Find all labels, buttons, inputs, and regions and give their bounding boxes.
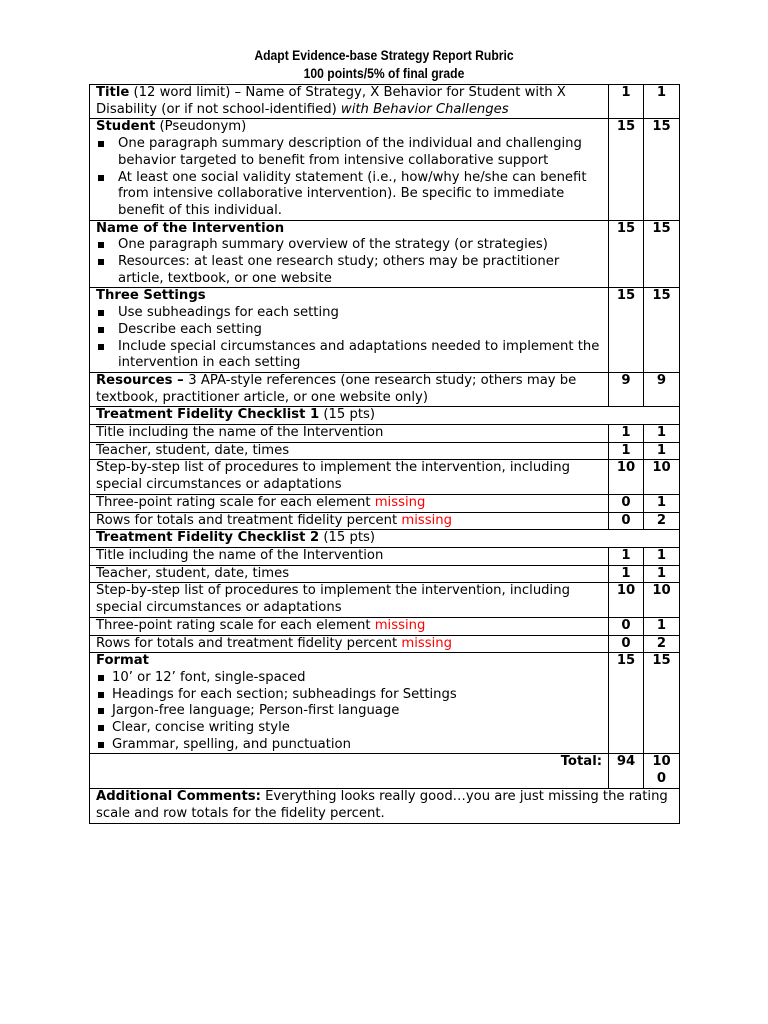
checklist2-pts: (15 pts) [319,530,376,546]
total-score: 94 [609,754,644,789]
checklist2-label: Treatment Fidelity Checklist 2 [96,530,320,546]
checklist-item-score: 0 [609,494,644,512]
list-item: Headings for each section; subheadings for Settings [96,687,602,704]
list-item: One paragraph summary description of the individual and challenging behavior targeted to benefit from intensive collaborative support [96,136,602,169]
checklist1-heading [90,407,680,425]
checklist1-item [90,460,680,494]
list-item: Use subheadings for each setting [96,305,602,322]
checklist1-pts: (15 pts) [319,407,376,423]
checklist-item-score: 1 [609,425,644,443]
checklist2-heading [90,530,680,548]
checklist-item-possible: 1 [644,565,680,583]
title-desc-italic: with Behavior Challenges [340,101,509,117]
format-criteria [90,653,609,754]
format-list [96,670,602,754]
row-intervention [90,220,680,288]
settings-label: Three Settings [96,288,206,304]
settings-list [96,305,602,372]
intervention-score: 15 [609,220,644,288]
list-item: Grammar, spelling, and punctuation [96,737,602,754]
checklist-item-score: 0 [609,512,644,530]
checklist1-item [90,512,680,530]
checklist-item-possible: 1 [644,425,680,443]
checklist-item-score: 0 [609,635,644,653]
title-line-1: Adapt Evidence-base Strategy Report Rubric [254,48,514,63]
resources-possible: 9 [644,372,680,406]
intervention-list [96,237,602,287]
student-score: 15 [609,119,644,220]
comments-label: Additional Comments: [96,789,261,805]
checklist2-item [90,547,680,565]
row-checklist1-header [90,407,680,425]
list-item: One paragraph summary overview of the strategy (or strategies) [96,237,602,254]
checklist2-item [90,583,680,617]
list-item: Clear, concise writing style [96,720,602,737]
checklist-item-possible: 1 [644,442,680,460]
student-list [96,136,602,220]
checklist-item-text: Three-point rating scale for each element [96,617,375,633]
settings-possible: 15 [644,288,680,373]
checklist-item-text: Step-by-step list of procedures to implement the intervention, including special circumstances or adaptations [96,583,570,616]
title-score: 1 [609,85,644,119]
title-possible: 1 [644,85,680,119]
checklist-item-text: Rows for totals and treatment fidelity percent [96,635,402,651]
checklist-item-score: 1 [609,442,644,460]
checklist-item-text: Rows for totals and treatment fidelity percent [96,512,402,528]
total-possible: 100 [644,754,680,789]
checklist-item-possible: 10 [644,460,680,494]
checklist-item-possible: 1 [644,547,680,565]
checklist1-item [90,442,680,460]
checklist-item-score: 10 [609,583,644,617]
format-score: 15 [609,653,644,754]
row-resources [90,372,680,406]
checklist-item-text: Title including the name of the Intervention [96,425,384,441]
checklist-item-score: 1 [609,547,644,565]
resources-score: 9 [609,372,644,406]
list-item: At least one social validity statement (i.e., how/why he/she can benefit from intensive collaborative intervention). Be specific to immediate benefit of this individual. [96,170,602,220]
row-comments [90,789,680,823]
resources-criteria [90,372,609,406]
checklist-item-text: Teacher, student, date, times [96,442,290,458]
title-label: Title [96,85,130,100]
checklist-item-text: Title including the name of the Intervention [96,547,384,563]
list-item: Jargon-free language; Person-first language [96,703,602,720]
checklist-item-score: 10 [609,460,644,494]
intervention-possible: 15 [644,220,680,288]
row-student [90,119,680,220]
resources-label: Resources – [96,372,189,388]
checklist1-label: Treatment Fidelity Checklist 1 [96,407,320,423]
list-item: Describe each setting [96,322,602,339]
list-item: Resources: at least one research study; others may be practitioner article, textbook, or one website [96,254,602,287]
missing-note: missing [401,512,453,528]
list-item: 10’ or 12’ font, single-spaced [96,670,602,687]
student-label: Student [96,119,156,135]
checklist2-item [90,635,680,653]
missing-note: missing [374,617,426,633]
missing-note: missing [401,635,453,651]
checklist-item-possible: 1 [644,617,680,635]
checklist2-item [90,617,680,635]
checklist-item-possible: 10 [644,583,680,617]
title-desc: (12 word limit) – Name of Strategy, X Behavior for Student with X Disability (or if not school-identified) [96,85,566,117]
row-title [90,85,680,119]
checklist-item-score: 0 [609,617,644,635]
list-item: Include special circumstances and adaptations needed to implement the intervention in each setting [96,339,602,372]
row-checklist2-header [90,530,680,548]
checklist2-item [90,565,680,583]
total-label: Total: [90,754,609,789]
missing-note: missing [374,494,426,510]
checklist-item-possible: 2 [644,635,680,653]
intervention-label: Name of the Intervention [96,220,285,236]
checklist1-item [90,494,680,512]
format-possible: 15 [644,653,680,754]
row-format [90,653,680,754]
checklist-item-text: Three-point rating scale for each element [96,494,375,510]
settings-score: 15 [609,288,644,373]
comments-text: Everything looks really good…you are just missing the rating scale and row totals for the fidelity percent. [96,789,668,822]
checklist-item-text: Step-by-step list of procedures to implement the intervention, including special circumstances or adaptations [96,460,570,493]
student-criteria [90,119,609,220]
student-possible: 15 [644,119,680,220]
checklist1-item [90,425,680,443]
rubric-table [89,84,680,824]
format-label: Format [96,653,149,669]
title-criteria [90,85,609,119]
checklist-item-score: 1 [609,565,644,583]
checklist-item-text: Teacher, student, date, times [96,565,290,581]
student-label-paren: (Pseudonym) [155,119,247,135]
settings-criteria [90,288,609,373]
checklist-item-possible: 2 [644,512,680,530]
title-line-2: 100 points/5% of final grade [303,66,465,81]
resources-desc: 3 APA-style references (one research study; others may be textbook, practitioner article, or one website only) [96,372,577,405]
intervention-criteria [90,220,609,288]
row-settings [90,288,680,373]
comments-cell [90,789,680,823]
rubric-title [38,47,729,83]
checklist-item-possible: 1 [644,494,680,512]
row-total [90,754,680,789]
